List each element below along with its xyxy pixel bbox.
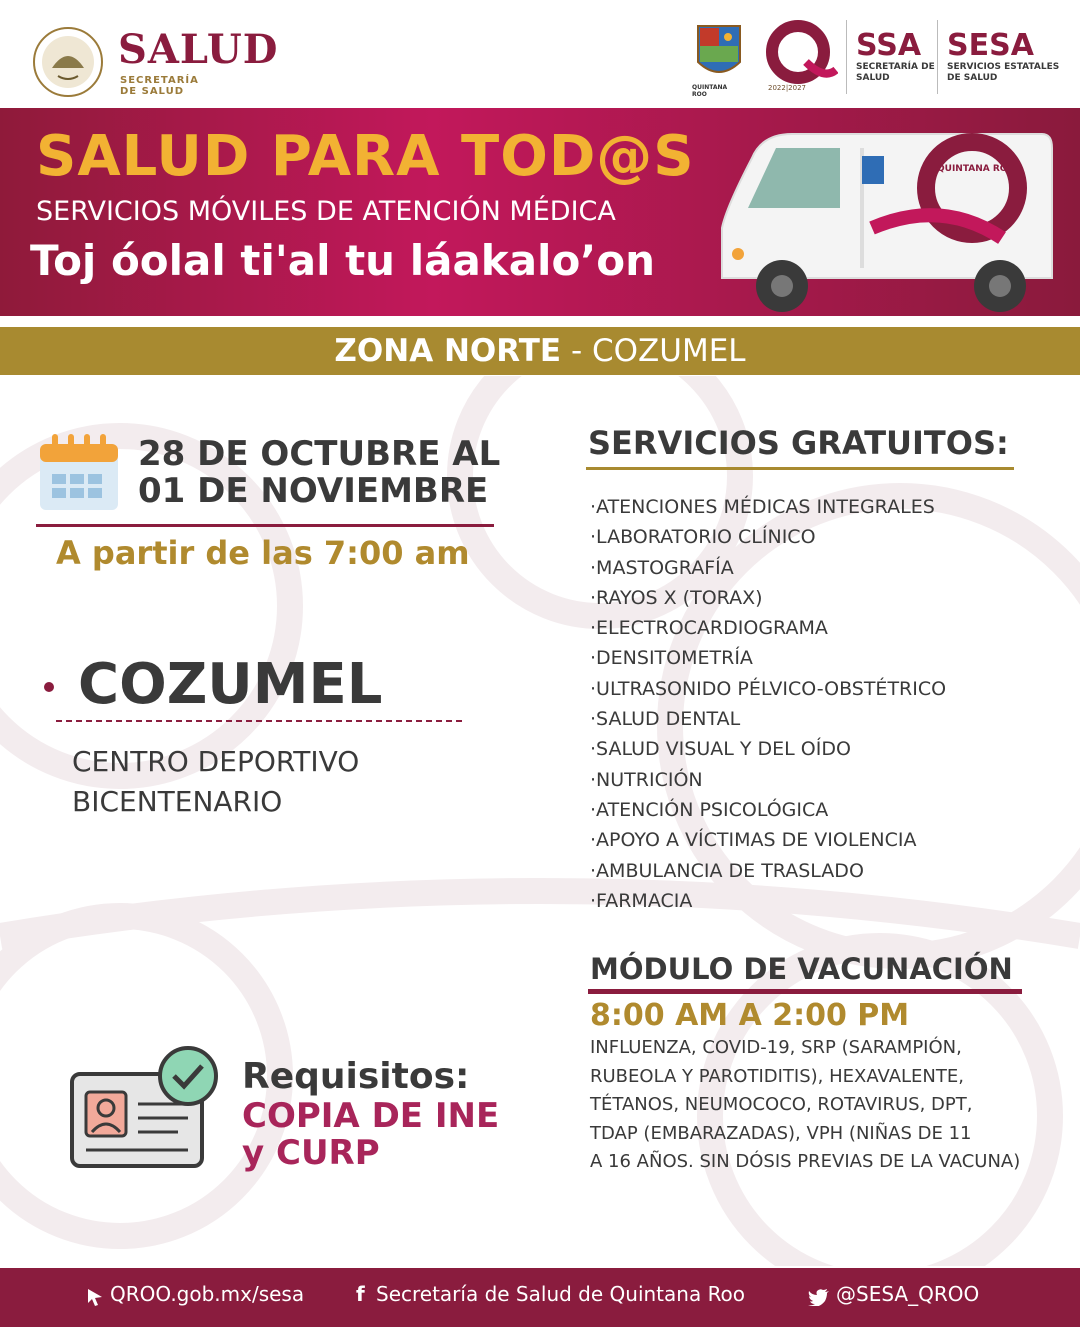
divider — [36, 524, 494, 527]
id-card-check-icon — [68, 1044, 226, 1174]
start-time: A partir de las 7:00 am — [56, 534, 470, 572]
list-item: · APOYO A VÍCTIMAS DE VIOLENCIA — [590, 825, 946, 855]
banner-title: SALUD PARA TOD@S — [36, 124, 695, 189]
quintana-roo-label: QUINTANA ROO — [692, 84, 728, 98]
quintana-roo-shield-icon — [694, 22, 744, 84]
zone-city: - COZUMEL — [561, 333, 746, 369]
vaccination-title: MÓDULO DE VACUNACIÓN — [590, 952, 1013, 986]
zone-name: ZONA NORTE — [334, 333, 562, 369]
divider — [588, 989, 1022, 994]
event-dates — [138, 436, 500, 510]
requirements-detail — [242, 1098, 499, 1172]
services-list — [590, 492, 946, 916]
footer-website-link[interactable]: QROO.gob.mx/sesa — [110, 1282, 305, 1306]
calendar-icon — [36, 430, 122, 514]
salud-logo-subtitle: SECRETARÍA DE SALUD — [120, 75, 199, 97]
city-name: COZUMEL — [78, 652, 383, 717]
divider — [56, 720, 462, 722]
list-item: · DENSITOMETRÍA — [590, 643, 946, 673]
vaccination-line: A 16 AÑOS. SIN DÓSIS PREVIAS DE LA VACUNA) — [590, 1151, 1021, 1172]
list-item: · ULTRASONIDO PÉLVICO-OBSTÉTRICO — [590, 674, 946, 704]
ssa-subtitle: SECRETARÍA DE SALUD — [856, 62, 935, 83]
vaccination-line: TÉTANOS, NEUMOCOCO, ROTAVIRUS, DPT, — [590, 1094, 973, 1115]
mexican-seal-icon — [28, 24, 110, 100]
requirements-title: Requisitos: — [242, 1056, 470, 1097]
bullet — [44, 682, 54, 692]
banner-subtitle: SERVICIOS MÓVILES DE ATENCIÓN MÉDICA — [36, 196, 616, 227]
list-item: · ELECTROCARDIOGRAMA — [590, 613, 946, 643]
government-period: 2022|2027 — [768, 84, 806, 92]
services-title: SERVICIOS GRATUITOS: — [588, 424, 1009, 462]
list-item: · LABORATORIO CLÍNICO — [590, 522, 946, 552]
date-line-1: 28 DE OCTUBRE AL — [138, 434, 501, 474]
footer-twitter-link[interactable]: @SESA_QROO — [836, 1282, 980, 1306]
sesa-subtitle: SERVICIOS ESTATALES DE SALUD — [947, 62, 1060, 83]
divider — [586, 467, 1014, 470]
banner-maya-phrase: Toj óolal ti'al tu láakalo’on — [30, 236, 656, 285]
salud-logo-word: SALUD — [118, 26, 279, 73]
divider — [846, 20, 847, 94]
van-logo-text: QUINTANA ROO — [937, 164, 1016, 174]
vaccination-line: TDAP (EMBARAZADAS), VPH (NIÑAS DE 11 — [590, 1122, 972, 1144]
venue — [72, 742, 359, 822]
list-item: · FARMACIA — [590, 886, 946, 916]
date-line-2: 01 DE NOVIEMBRE — [138, 471, 489, 511]
qroo-government-logo-icon — [762, 20, 838, 84]
mobile-clinic-van-icon — [712, 128, 1058, 318]
list-item: · SALUD DENTAL — [590, 704, 946, 734]
zone-bar — [0, 327, 1080, 375]
venue-line-1: CENTRO DEPORTIVO — [72, 745, 360, 778]
vaccination-line: INFLUENZA, COVID-19, SRP (SARAMPIÓN, — [590, 1037, 962, 1058]
vaccination-line: RUBEOLA Y PAROTIDITIS), HEXAVALENTE, — [590, 1065, 964, 1087]
footer-facebook-link[interactable]: Secretaría de Salud de Quintana Roo — [376, 1282, 746, 1306]
vaccination-hours: 8:00 AM A 2:00 PM — [590, 998, 910, 1033]
list-item: · AMBULANCIA DE TRASLADO — [590, 856, 946, 886]
list-item: · MASTOGRAFÍA — [590, 553, 946, 583]
ssa-logo: SSA — [856, 28, 922, 63]
twitter-icon — [808, 1288, 830, 1306]
list-item: · ATENCIONES MÉDICAS INTEGRALES — [590, 492, 946, 522]
facebook-icon: f — [356, 1282, 365, 1306]
cursor-icon — [86, 1287, 104, 1307]
requirements-line-1: COPIA DE INE — [242, 1096, 500, 1136]
list-item: · NUTRICIÓN — [590, 765, 946, 795]
list-item: · ATENCIÓN PSICOLÓGICA — [590, 795, 946, 825]
divider — [937, 20, 938, 94]
requirements-line-2: y CURP — [242, 1133, 380, 1173]
list-item: · SALUD VISUAL Y DEL OÍDO — [590, 734, 946, 764]
list-item: · RAYOS X (TORAX) — [590, 583, 946, 613]
sesa-logo: SESA — [947, 28, 1034, 63]
vaccination-details — [590, 1034, 1050, 1177]
venue-line-2: BICENTENARIO — [72, 785, 283, 818]
